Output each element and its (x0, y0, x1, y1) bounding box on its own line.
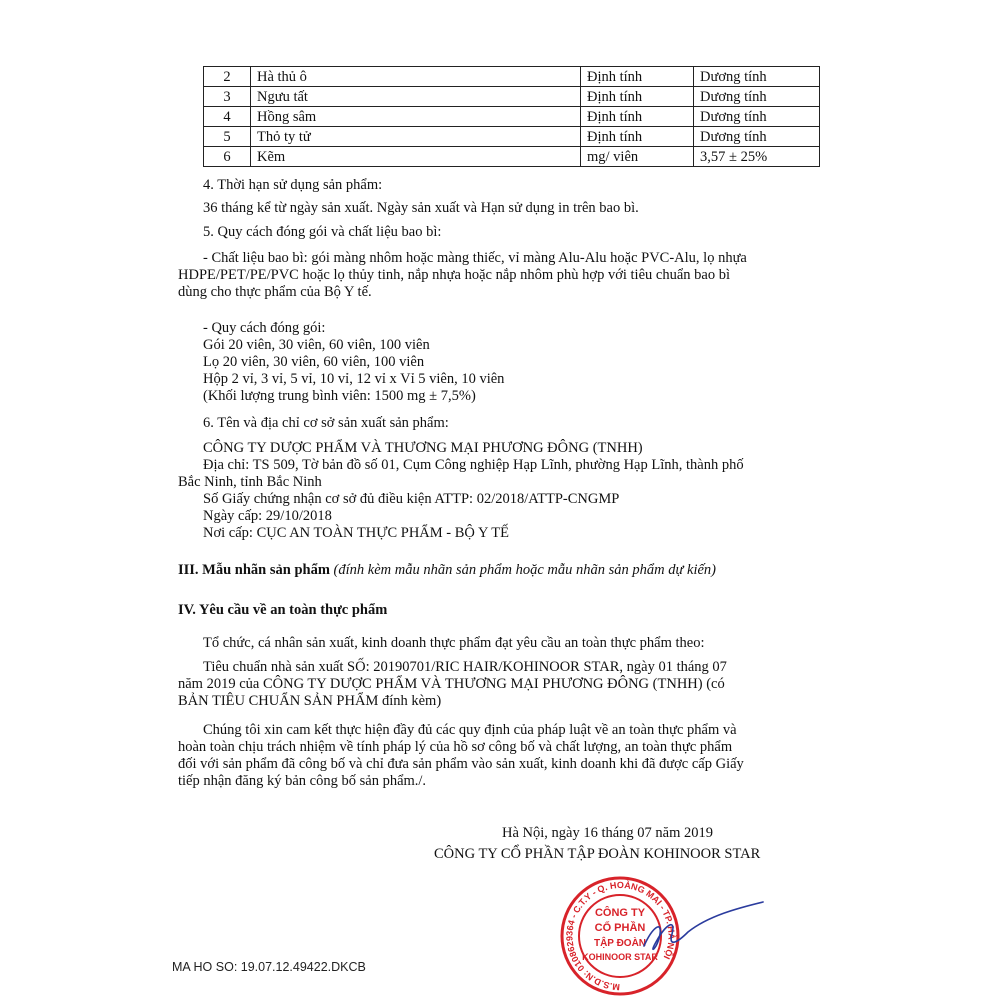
section-III-title: III. Mẫu nhãn sản phẩm (178, 562, 330, 578)
commitment-line-4: tiếp nhận đăng ký bản công bố sản phẩm./. (178, 773, 427, 789)
section-6-title: 6. Tên và địa chỉ cơ sở sản xuất sản phẩm: (203, 415, 449, 431)
manufacturer-info (178, 440, 744, 542)
pack-item-1: Gói 20 viên, 30 viên, 60 viên, 100 viên (203, 337, 430, 353)
seal-line-2: CỔ PHẦN (594, 922, 646, 934)
test-result: Dương tính (694, 87, 820, 107)
standard-line-3: BẢN TIÊU CHUẨN SẢN PHẨM đính kèm) (178, 693, 442, 709)
commitment-paragraph (178, 722, 744, 790)
packing-spec (203, 320, 504, 405)
section-IV (178, 602, 387, 619)
company-seal (548, 876, 778, 996)
address-line-2: Bắc Ninh, tỉnh Bắc Ninh (178, 474, 322, 490)
certificate-issuer: Nơi cấp: CỤC AN TOÀN THỰC PHẨM - BỘ Y TẾ (203, 525, 509, 541)
section-5-title-block (203, 224, 441, 241)
signing-company: CÔNG TY CỔ PHẦN TẬP ĐOÀN KOHINOOR STAR (434, 846, 761, 862)
section-III-note: (đính kèm mẫu nhãn sản phẩm hoặc mẫu nhãn sản phẩm dự kiến) (333, 562, 716, 578)
test-result: Dương tính (694, 127, 820, 147)
table-row (204, 147, 820, 167)
table-row (204, 107, 820, 127)
pack-item-4: (Khối lượng trung bình viên: 1500 mg ± 7,5%) (203, 388, 476, 404)
pack-item-2: Lọ 20 viên, 30 viên, 60 viên, 100 viên (203, 354, 425, 370)
place-date: Hà Nội, ngày 16 tháng 07 năm 2019 (502, 825, 714, 841)
table-row (204, 67, 820, 87)
commitment-line-1: Chúng tôi xin cam kết thực hiện đầy đủ các quy định của pháp luật về an toàn thực phẩm và (203, 722, 737, 738)
ingredient-name: Kẽm (251, 147, 581, 167)
commitment-line-3: đối với sản phẩm đã công bố và chỉ đưa sản phẩm vào sản xuất, kinh doanh khi đã được cấp Giấy (178, 756, 744, 772)
certificate-number: Số Giấy chứng nhận cơ sở đủ điều kiện ATTP: 02/2018/ATTP-CNGMP (203, 491, 620, 507)
seal-line-1: CÔNG TY (594, 907, 646, 919)
ingredient-table (203, 66, 820, 167)
seal-line-3: TẬP ĐOÀN (593, 938, 647, 949)
section-4-body-block (203, 200, 639, 217)
test-method: mg/ viên (581, 147, 694, 167)
ingredient-name: Hồng sâm (251, 107, 581, 127)
row-number: 5 (204, 127, 251, 147)
section-IV-p2 (178, 659, 727, 710)
test-method: Định tính (581, 127, 694, 147)
packaging-material (178, 250, 747, 301)
table-row (204, 87, 820, 107)
test-result: 3,57 ± 25% (694, 147, 820, 167)
section-6-title-block (203, 415, 449, 432)
test-method: Định tính (581, 87, 694, 107)
section-4-title: 4. Thời hạn sử dụng sản phẩm: (203, 177, 383, 193)
test-result: Dương tính (694, 67, 820, 87)
commitment-line-2: hoàn toàn chịu trách nhiệm về tính pháp lý của hồ sơ công bố và chất lượng, an toàn thực phẩm (178, 739, 733, 755)
section-5-title: 5. Quy cách đóng gói và chất liệu bao bì: (203, 224, 442, 240)
pack-item-3: Hộp 2 vỉ, 3 vỉ, 5 vỉ, 10 vỉ, 12 vỉ x Vỉ 5 viên, 10 viên (203, 371, 505, 387)
dossier-number: MA HO SO: 19.07.12.49422.DKCB (172, 960, 366, 974)
section-4 (203, 177, 382, 194)
section-IV-title: IV. Yêu cầu về an toàn thực phẩm (178, 602, 388, 618)
material-line-2: HDPE/PET/PE/PVC hoặc lọ thủy tinh, nắp nhựa hoặc nắp nhôm phù hợp với tiêu chuẩn bao bì (178, 267, 730, 283)
pack-title: - Quy cách đóng gói: (203, 320, 326, 336)
seal-group (562, 878, 678, 994)
section-IV-p1-block (203, 635, 705, 652)
standard-line-2: năm 2019 của CÔNG TY DƯỢC PHẨM VÀ THƯƠNG MẠI PHƯƠNG ĐÔNG (TNHH) (có (178, 676, 725, 692)
table-row (204, 127, 820, 147)
seal-ring-textpath: M.S.D.N: 0108629364 - C.T.Y - Q. HOÀNG MAI - TP. HÀ NỘI (564, 879, 677, 993)
section-IV-p1: Tổ chức, cá nhân sản xuất, kinh doanh thực phẩm đạt yêu cầu an toàn thực phẩm theo: (203, 635, 705, 651)
test-method: Định tính (581, 67, 694, 87)
seal-line-4: KOHINOOR STAR (582, 952, 658, 962)
ingredient-name: Hà thủ ô (251, 67, 581, 87)
section-4-body: 36 tháng kể từ ngày sản xuất. Ngày sản xuất và Hạn sử dụng in trên bao bì. (203, 200, 639, 216)
row-number: 6 (204, 147, 251, 167)
test-result: Dương tính (694, 107, 820, 127)
certificate-issue-date: Ngày cấp: 29/10/2018 (203, 508, 332, 524)
section-III (178, 562, 716, 579)
material-line-3: dùng cho thực phẩm của Bộ Y tế. (178, 284, 372, 300)
ingredient-name: Ngưu tất (251, 87, 581, 107)
manufacturer-name: CÔNG TY DƯỢC PHẨM VÀ THƯƠNG MẠI PHƯƠNG ĐÔNG (TNHH) (203, 440, 643, 456)
test-method: Định tính (581, 107, 694, 127)
standard-line-1: Tiêu chuẩn nhà sản xuất SỐ: 20190701/RIC HAIR/KOHINOOR STAR, ngày 01 tháng 07 (203, 659, 727, 675)
material-line-1: - Chất liệu bao bì: gói màng nhôm hoặc màng thiếc, vỉ màng Alu-Alu hoặc PVC-Alu, lọ nhựa (203, 250, 747, 266)
row-number: 4 (204, 107, 251, 127)
row-number: 3 (204, 87, 251, 107)
ingredient-name: Thỏ ty tử (251, 127, 581, 147)
address-line-1: Địa chỉ: TS 509, Tờ bản đồ số 01, Cụm Công nghiệp Hạp Lĩnh, phường Hạp Lĩnh, thành phố (203, 457, 744, 473)
row-number: 2 (204, 67, 251, 87)
